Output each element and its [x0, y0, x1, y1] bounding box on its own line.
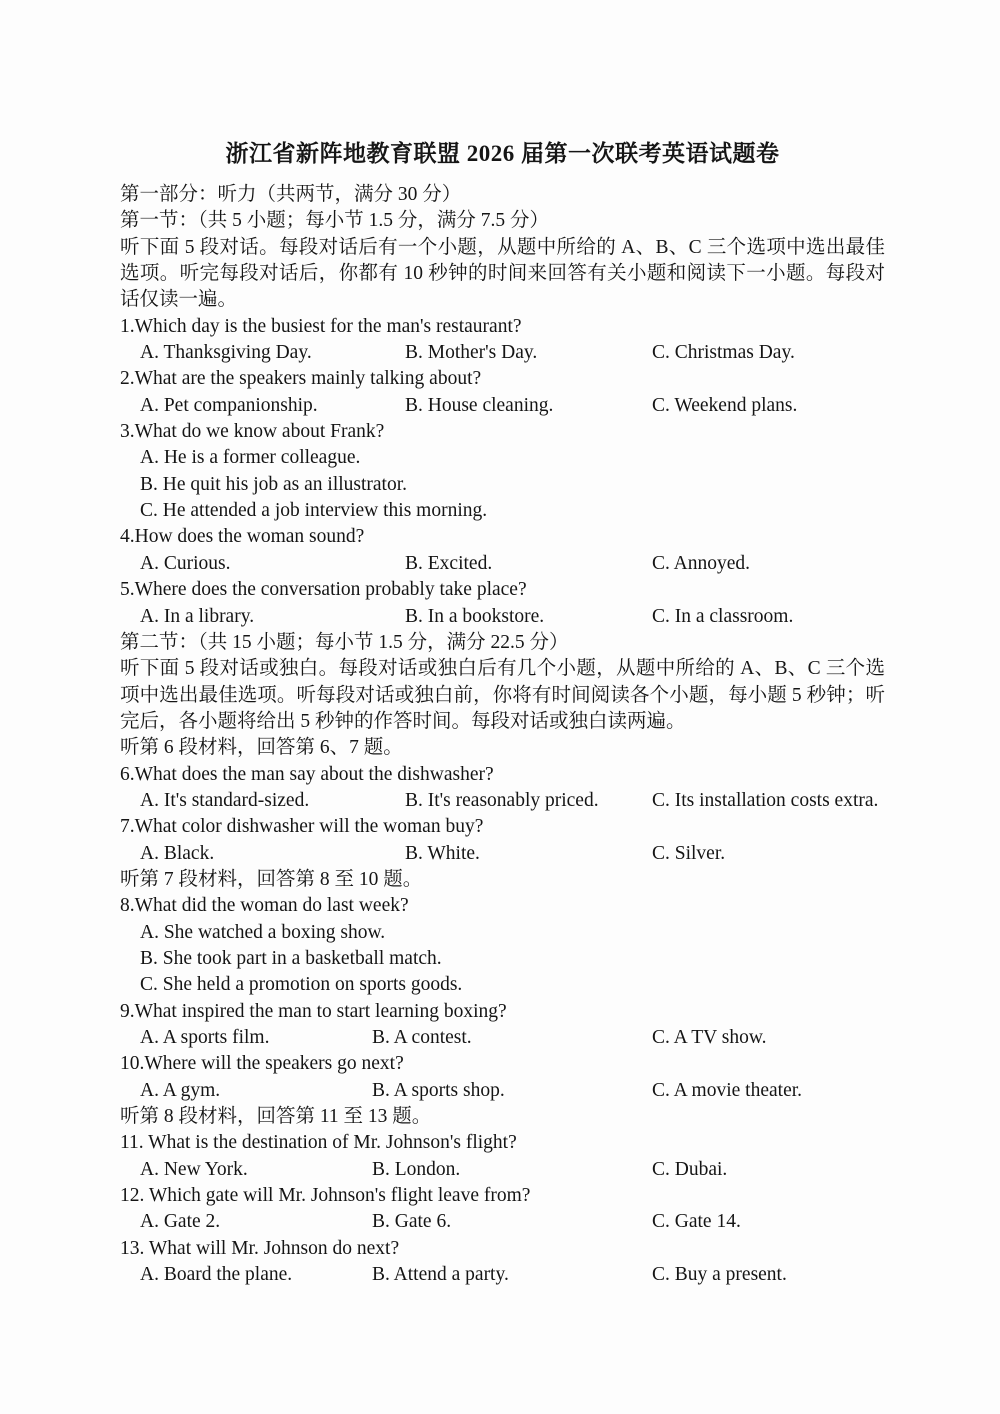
option-c: C. A TV show. — [652, 1027, 767, 1048]
option-a: A. Curious. — [140, 552, 231, 574]
question-6-options — [120, 788, 885, 814]
question-9-options — [120, 1025, 885, 1051]
question-text: 6.What does the man say about the dishwasher? — [120, 763, 494, 785]
option-c: C. Dubai. — [652, 1158, 728, 1180]
option-b: B. Mother's Day. — [405, 342, 538, 364]
question-text: 5.Where does the conversation probably take place? — [120, 579, 527, 601]
part1-heading: 第一部分：听力（共两节，满分 30 分） — [120, 184, 462, 205]
option-b: B. House cleaning. — [405, 394, 554, 416]
option-a: A. A sports film. — [140, 1027, 270, 1048]
option-b: B. White. — [405, 842, 480, 864]
option-a: A. In a library. — [140, 605, 255, 627]
option-c: C. She held a promotion on sports goods. — [140, 974, 463, 996]
question-text: 10.Where will the speakers go next? — [120, 1053, 404, 1075]
question-text: 12. Which gate will Mr. Johnson's flight leave from? — [120, 1185, 531, 1207]
question-1 — [120, 314, 885, 367]
question-10-options — [120, 1078, 885, 1104]
option-b: B. In a bookstore. — [405, 605, 545, 627]
section1-heading: 第一节：（共 5 小题；每小节 1.5 分，满分 7.5 分） — [120, 210, 550, 232]
material-8-lead: 听第 8 段材料，回答第 11 至 13 题。 — [120, 1106, 432, 1128]
question-11 — [120, 1130, 885, 1183]
question-text: 3.What do we know about Frank? — [120, 421, 385, 443]
paper-title: 浙江省新阵地教育联盟 2026 届第一次联考英语试题卷 — [225, 141, 780, 166]
option-a: A. He is a former colleague. — [140, 447, 361, 469]
option-a: A. Thanksgiving Day. — [140, 342, 312, 364]
question-text: 7.What color dishwasher will the woman buy? — [120, 816, 484, 838]
question-13 — [120, 1236, 885, 1289]
option-a: A. New York. — [140, 1158, 248, 1180]
question-4 — [120, 524, 885, 577]
question-8-options — [120, 920, 885, 999]
question-4-options — [120, 551, 885, 577]
option-a: A. Pet companionship. — [140, 394, 318, 416]
option-c: C. Annoyed. — [652, 552, 751, 574]
option-a: A. It's standard-sized. — [140, 789, 310, 811]
question-text: 11. What is the destination of Mr. Johnson's flight? — [120, 1132, 517, 1154]
option-a: A. She watched a boxing show. — [140, 921, 386, 943]
option-b: B. A sports shop. — [372, 1079, 505, 1101]
question-3 — [120, 419, 885, 524]
option-c: C. Silver. — [652, 842, 726, 864]
question-text: 9.What inspired the man to start learning boxing? — [120, 1000, 507, 1022]
option-c: C. Christmas Day. — [652, 342, 795, 364]
option-b: B. He quit his job as an illustrator. — [140, 473, 408, 495]
option-a: A. Black. — [140, 842, 215, 864]
question-5-options — [120, 604, 885, 630]
question-2-options — [120, 393, 885, 419]
question-text: 8.What did the woman do last week? — [120, 895, 409, 917]
question-3-options — [120, 445, 885, 524]
option-a: A. A gym. — [140, 1079, 221, 1101]
option-b: B. It's reasonably priced. — [405, 789, 599, 811]
question-2 — [120, 366, 885, 419]
option-c: C. Its installation costs extra. — [652, 789, 879, 811]
question-12-options — [120, 1209, 885, 1235]
section2-instructions: 听下面 5 段对话或独白。每段对话或独白后有几个小题，从题中所给的 A、B、C 三个选项中选出最佳选项。听每段对话或独白前，你将有时间阅读各个小题，每小题 5 秒钟；听完后，各小题将给出 5 秒钟的作答时间。每段对话或独白读两遍。 — [120, 658, 885, 732]
question-text: 4.How does the woman sound? — [120, 526, 365, 548]
question-5 — [120, 577, 885, 630]
question-7-options — [120, 841, 885, 867]
section1-instructions: 听下面 5 段对话。每段对话后有一个小题，从题中所给的 A、B、C 三个选项中选出最佳选项。听完每段对话后，你都有 10 秒钟的时间来回答有关小题和阅读下一小题。每段对话仅读一遍。 — [120, 236, 885, 311]
option-a: A. Board the plane. — [140, 1264, 293, 1286]
question-10 — [120, 1051, 885, 1104]
question-1-options — [120, 340, 885, 366]
question-text: 13. What will Mr. Johnson do next? — [120, 1237, 400, 1259]
question-9 — [120, 999, 885, 1052]
option-c: C. A movie theater. — [652, 1079, 803, 1101]
option-b: B. London. — [372, 1158, 461, 1180]
material-6-lead: 听第 6 段材料，回答第 6、7 题。 — [120, 737, 403, 759]
option-c: C. In a classroom. — [652, 605, 794, 627]
question-6 — [120, 762, 885, 815]
question-text: 1.Which day is the busiest for the man's restaurant? — [120, 315, 522, 337]
option-b: B. She took part in a basketball match. — [140, 947, 442, 969]
section2-heading: 第二节：（共 15 小题；每小节 1.5 分，满分 22.5 分） — [120, 631, 569, 653]
material-7-lead: 听第 7 段材料，回答第 8 至 10 题。 — [120, 868, 423, 890]
option-b: B. Gate 6. — [372, 1211, 452, 1233]
option-c: C. Gate 14. — [652, 1211, 741, 1233]
option-b: B. A contest. — [372, 1027, 472, 1048]
option-c: C. Buy a present. — [652, 1264, 787, 1286]
option-c: C. He attended a job interview this morning. — [140, 500, 488, 522]
option-a: A. Gate 2. — [140, 1211, 221, 1233]
option-b: B. Attend a party. — [372, 1264, 509, 1286]
question-text: 2.What are the speakers mainly talking about? — [120, 368, 482, 390]
question-13-options — [120, 1262, 885, 1288]
question-11-options — [120, 1157, 885, 1183]
option-b: B. Excited. — [405, 552, 493, 574]
option-c: C. Weekend plans. — [652, 394, 798, 416]
question-12 — [120, 1183, 885, 1236]
question-7 — [120, 814, 885, 867]
question-8 — [120, 893, 885, 998]
